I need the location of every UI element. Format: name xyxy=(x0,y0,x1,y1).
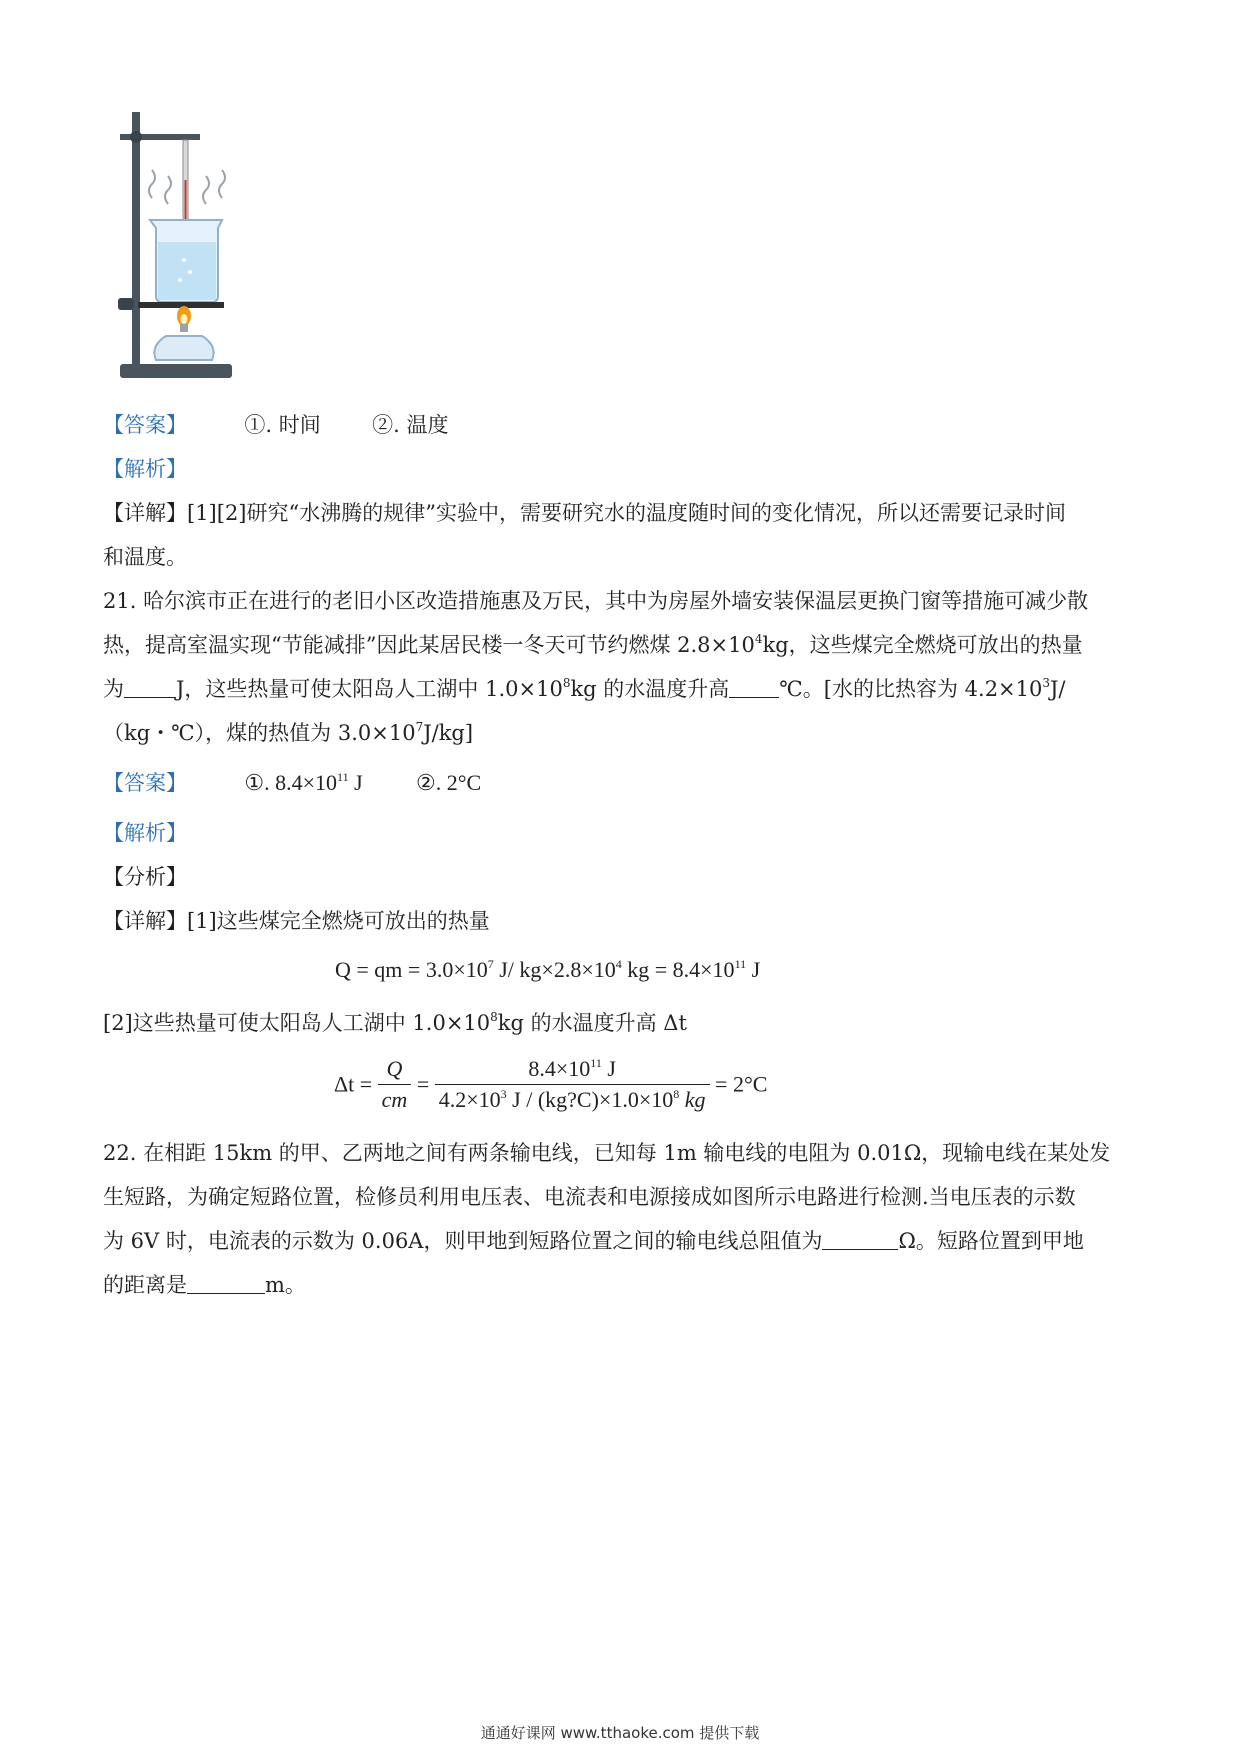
detail-line2-exp: 8 xyxy=(490,1010,498,1024)
answer-item-2: ②. 温度 xyxy=(372,413,449,437)
eq2-frac2-den-c: kg xyxy=(679,1087,706,1112)
q20-detail-line2: 和温度。 xyxy=(103,545,187,569)
eq2-frac2-den-exp: 3 xyxy=(500,1087,507,1101)
q20-analysis-tag: 【解析】 xyxy=(103,457,187,481)
q22-line4 xyxy=(103,1270,306,1300)
answer-blank-4[interactable] xyxy=(187,1273,265,1294)
q21-line4-text-b: J/kg] xyxy=(423,721,474,745)
q21-line3-text-b: J，这些热量可使太阳岛人工湖中 1.0×10 xyxy=(176,677,563,701)
page-footer: 通通好课网 www.tthaoke.com 提供下载 xyxy=(480,1724,760,1742)
q21-line1: 21. 哈尔滨市正在进行的老旧小区改造措施惠及万民，其中为房屋外墙安装保温层更换门窗等措施可减少散 xyxy=(103,589,1089,613)
eq2-frac1-num: Q xyxy=(386,1056,403,1081)
eq2-frac2-den-b: J / (kg?C)×1.0×10 xyxy=(506,1087,674,1112)
detail-text: [1][2]研究“水沸腾的规律”实验中，需要研究水的温度随时间的变化情况，所以还需要记录时间 xyxy=(187,501,1066,525)
q21-line2-exp: 4 xyxy=(754,632,763,646)
eq2-fraction-1 xyxy=(378,1056,412,1113)
q21-line2 xyxy=(103,630,1083,660)
q21-line2-text-a: 热，提高室温实现“节能减排”因此某居民楼一冬天可节约燃煤 2.8×10 xyxy=(103,633,755,657)
answer-blank-1[interactable] xyxy=(124,677,176,698)
q22-line3-a: 为 6V 时，电流表的示数为 0.06A，则甲地到短路位置之间的输电线总阻值为 xyxy=(103,1229,823,1253)
q22-line4-a: 的距离是 xyxy=(103,1273,187,1297)
eq1-exp3: 11 xyxy=(734,957,747,971)
answer-item-2: ②. 2°C xyxy=(416,770,482,795)
eq1-part-c: kg = 8.4×10 xyxy=(621,957,735,982)
eq2-lhs: Δt = xyxy=(334,1071,373,1097)
q22-line3-b: Ω。短路位置到甲地 xyxy=(898,1229,1084,1253)
answer-item-1-b: J xyxy=(348,770,363,795)
q21-fenxi-tag: 【分析】 xyxy=(103,865,187,889)
eq2-frac2-den-a: 4.2×10 xyxy=(438,1087,501,1112)
answer-item-1: ①. 时间 xyxy=(244,413,321,437)
eq1-part-a: Q = qm = 3.0×10 xyxy=(335,957,488,982)
detail-text: [1]这些煤完全燃烧可放出的热量 xyxy=(187,909,490,933)
detail-tag: 【详解】 xyxy=(103,909,187,933)
eq1-part-d: J xyxy=(746,957,761,982)
alcohol-lamp xyxy=(154,336,213,360)
q21-line4 xyxy=(103,718,473,748)
q21-line3-exp2: 3 xyxy=(1042,676,1051,690)
eq2-frac2-num xyxy=(435,1056,710,1084)
eq2-frac2-num-a: 8.4×10 xyxy=(528,1056,591,1081)
q20-answer-row xyxy=(103,410,448,440)
boiling-apparatus-figure xyxy=(110,110,250,390)
q21-detail-line1 xyxy=(103,906,490,936)
q21-line2-text-b: kg，这些煤完全燃烧可放出的热量 xyxy=(762,633,1083,657)
eq2-frac2-num-exp: 11 xyxy=(590,1056,602,1070)
eq2-rhs: = 2°C xyxy=(715,1071,768,1097)
equation-heat-released xyxy=(335,957,760,983)
q21-line4-exp: 7 xyxy=(415,720,424,734)
q21-line4-text-a: （kg・℃），煤的热值为 3.0×10 xyxy=(103,721,416,745)
answer-tag: 【答案】 xyxy=(103,771,187,795)
q21-line3 xyxy=(103,674,1066,704)
answer-blank-2[interactable] xyxy=(729,677,779,698)
detail-line2-b: kg 的水温度升高 Δt xyxy=(497,1011,687,1035)
q21-analysis-tag: 【解析】 xyxy=(103,821,187,845)
q22-line3 xyxy=(103,1226,1084,1256)
detail-tag: 【详解】 xyxy=(103,501,187,525)
q21-line3-text-d: ℃。[水的比热容为 4.2×10 xyxy=(779,677,1043,701)
answer-blank-3[interactable] xyxy=(822,1229,898,1250)
q22-line2: 生短路，为确定短路位置，检修员利用电压表、电流表和电源接成如图所示电路进行检测.当电压表的示数 xyxy=(103,1185,1076,1209)
q21-line3-text-c: kg 的水温度升高 xyxy=(570,677,730,701)
q20-detail-line1 xyxy=(103,498,1066,528)
q21-line3-exp: 8 xyxy=(562,676,571,690)
eq1-exp2: 4 xyxy=(615,957,622,971)
q21-detail-line2 xyxy=(103,1008,687,1038)
q21-answer-row xyxy=(103,768,481,798)
q22-line4-b: m。 xyxy=(265,1273,306,1297)
answer-item-1-exp: 11 xyxy=(337,770,349,784)
eq2-frac2-num-b: J xyxy=(601,1056,616,1081)
eq2-equals: = xyxy=(416,1071,430,1097)
q21-line3-text-e: J/ xyxy=(1050,677,1066,701)
q21-line3-text-a: 为 xyxy=(103,677,124,701)
answer-tag: 【答案】 xyxy=(103,413,187,437)
q22-line1: 22. 在相距 15km 的甲、乙两地之间有两条输电线，已知每 1m 输电线的电阻为 0.01Ω，现输电线在某处发 xyxy=(103,1141,1111,1165)
answer-item-1 xyxy=(244,770,362,795)
answer-item-1-a: ①. 8.4×10 xyxy=(244,770,338,795)
eq2-frac1-den: cm xyxy=(381,1087,408,1112)
equation-temperature-rise xyxy=(334,1056,767,1113)
stand-rod xyxy=(132,112,140,370)
eq1-part-b: J/ kg×2.8×10 xyxy=(493,957,616,982)
eq2-frac2-den-exp2: 8 xyxy=(673,1087,680,1101)
detail-line2-a: [2]这些热量可使太阳岛人工湖中 1.0×10 xyxy=(103,1011,491,1035)
eq1-exp1: 7 xyxy=(487,957,494,971)
eq2-fraction-2 xyxy=(435,1056,710,1113)
eq2-frac2-den xyxy=(435,1085,710,1113)
